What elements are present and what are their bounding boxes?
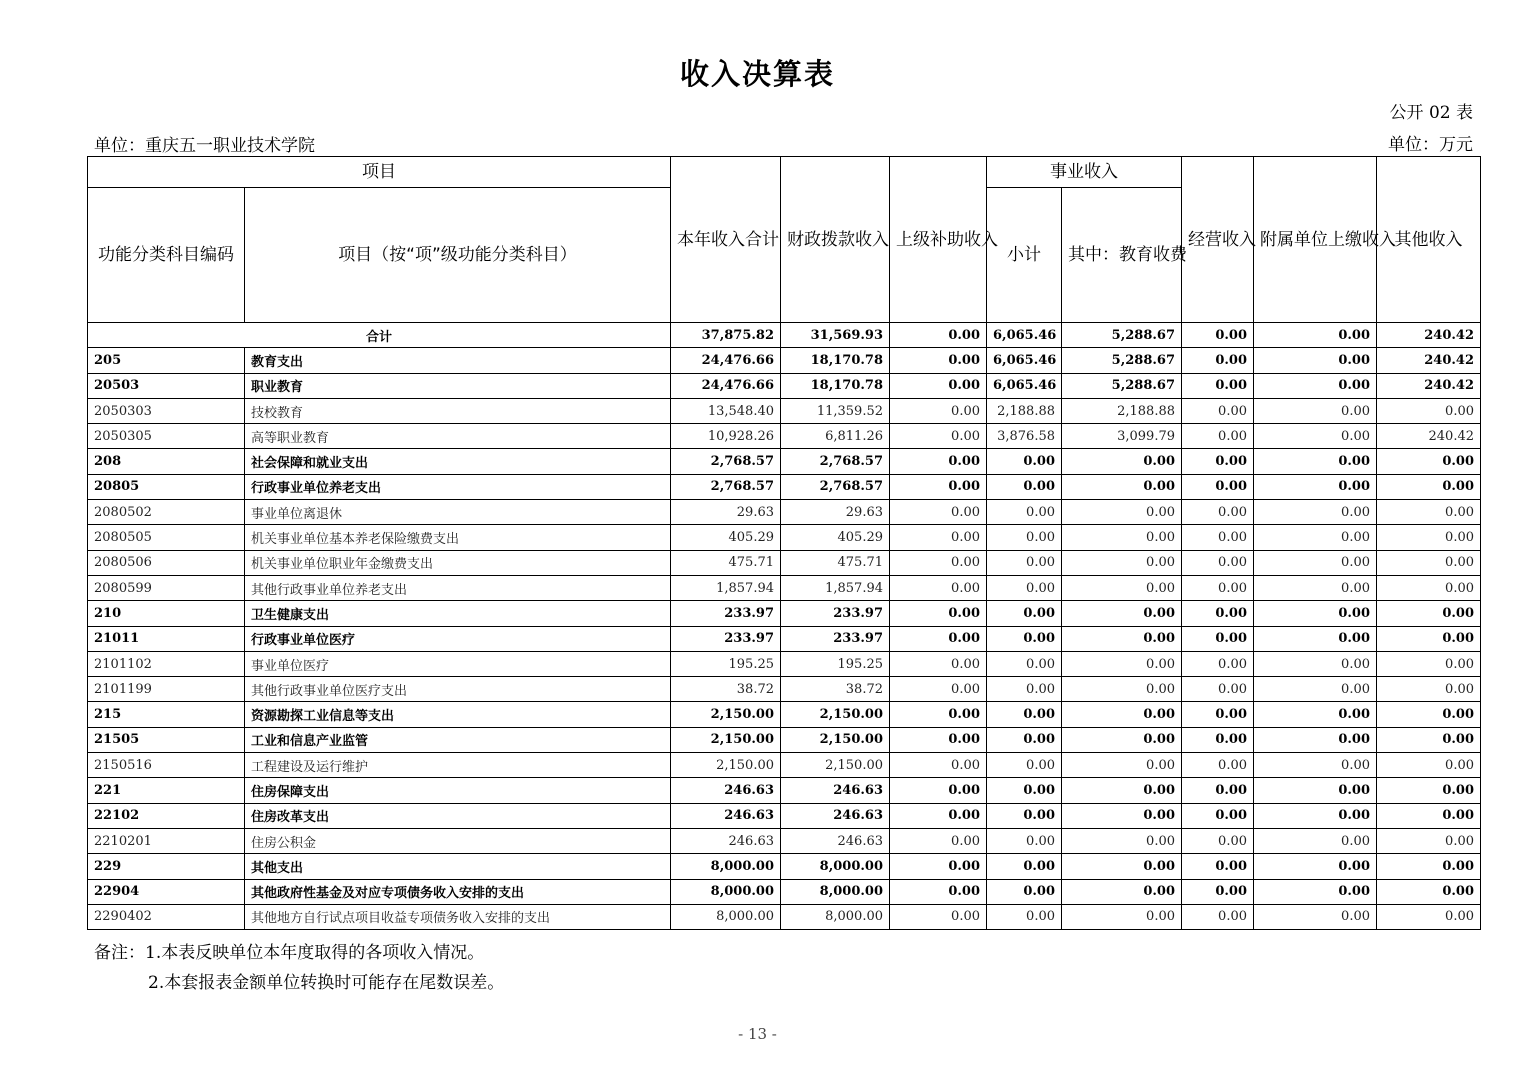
- table-row: [88, 424, 1481, 449]
- row-value: 0.00: [890, 500, 987, 525]
- row-value: 0.00: [1062, 474, 1182, 499]
- row-value: 0.00: [987, 879, 1062, 904]
- table-row: [88, 879, 1481, 904]
- header-operating: 经营收入: [1182, 157, 1254, 323]
- row-name: 工程建设及运行维护: [245, 753, 671, 778]
- row-value: 0.00: [1254, 677, 1377, 702]
- table-row: [88, 449, 1481, 474]
- row-name: 资源勘探工业信息等支出: [245, 702, 671, 727]
- table-row: [88, 323, 1481, 348]
- row-value: 0.00: [1254, 373, 1377, 398]
- row-code: 205: [88, 348, 245, 373]
- table-row: [88, 778, 1481, 803]
- row-value: 3,099.79: [1062, 424, 1182, 449]
- row-value: 0.00: [1182, 626, 1254, 651]
- row-value: 0.00: [1062, 601, 1182, 626]
- row-value: 8,000.00: [781, 879, 890, 904]
- row-code: 2101199: [88, 677, 245, 702]
- row-value: 2,150.00: [671, 702, 781, 727]
- row-value: 0.00: [1254, 500, 1377, 525]
- row-value: 0.00: [1377, 550, 1481, 575]
- row-value: 6,065.46: [987, 373, 1062, 398]
- row-value: 2,188.88: [987, 398, 1062, 423]
- header-subtotal: 小计: [987, 188, 1062, 323]
- row-value: 0.00: [1182, 500, 1254, 525]
- row-value: 0.00: [890, 879, 987, 904]
- row-value: 475.71: [781, 550, 890, 575]
- row-value: 0.00: [1377, 474, 1481, 499]
- row-value: 0.00: [1377, 727, 1481, 752]
- row-value: 0.00: [890, 702, 987, 727]
- row-value: 0.00: [890, 778, 987, 803]
- row-name: 社会保障和就业支出: [245, 449, 671, 474]
- row-value: 2,768.57: [671, 474, 781, 499]
- row-value: 0.00: [1182, 854, 1254, 879]
- row-value: 240.42: [1377, 348, 1481, 373]
- row-value: 0.00: [1254, 753, 1377, 778]
- row-value: 0.00: [1062, 500, 1182, 525]
- row-value: 0.00: [1182, 398, 1254, 423]
- table-row: [88, 373, 1481, 398]
- row-name: 其他支出: [245, 854, 671, 879]
- row-value: 0.00: [890, 828, 987, 853]
- row-value: 0.00: [1254, 879, 1377, 904]
- row-value: 0.00: [1062, 525, 1182, 550]
- row-value: 233.97: [781, 601, 890, 626]
- table-row: [88, 474, 1481, 499]
- row-code: 20805: [88, 474, 245, 499]
- row-value: 0.00: [1377, 398, 1481, 423]
- row-value: 0.00: [1062, 778, 1182, 803]
- row-value: 0.00: [1062, 449, 1182, 474]
- row-value: 0.00: [1254, 398, 1377, 423]
- row-code: 221: [88, 778, 245, 803]
- row-value: 0.00: [1062, 677, 1182, 702]
- row-code: 2080599: [88, 575, 245, 600]
- row-code: 229: [88, 854, 245, 879]
- row-value: 1,857.94: [671, 575, 781, 600]
- row-value: 0.00: [1377, 778, 1481, 803]
- row-value: 0.00: [890, 474, 987, 499]
- row-value: 0.00: [890, 525, 987, 550]
- row-code: 21505: [88, 727, 245, 752]
- row-value: 0.00: [1254, 904, 1377, 929]
- table-row: [88, 753, 1481, 778]
- row-value: 246.63: [781, 803, 890, 828]
- table-row: [88, 803, 1481, 828]
- row-value: 0.00: [1254, 601, 1377, 626]
- row-value: 246.63: [781, 778, 890, 803]
- row-name: 职业教育: [245, 373, 671, 398]
- row-value: 0.00: [987, 854, 1062, 879]
- row-value: 0.00: [1254, 828, 1377, 853]
- row-name: 机关事业单位职业年金缴费支出: [245, 550, 671, 575]
- row-value: 2,150.00: [781, 727, 890, 752]
- row-name: 其他地方自行试点项目收益专项债务收入安排的支出: [245, 904, 671, 929]
- row-value: 0.00: [1062, 651, 1182, 676]
- header-project: 项目: [88, 157, 671, 188]
- row-value: 0.00: [1182, 904, 1254, 929]
- row-value: 0.00: [890, 651, 987, 676]
- row-value: 0.00: [1062, 803, 1182, 828]
- row-value: 0.00: [1254, 727, 1377, 752]
- row-value: 0.00: [1377, 525, 1481, 550]
- income-statement-table: [87, 156, 1481, 930]
- header-superior: 上级补助收入: [890, 157, 987, 323]
- row-value: 0.00: [1062, 828, 1182, 853]
- row-value: 6,065.46: [987, 348, 1062, 373]
- row-name: 住房保障支出: [245, 778, 671, 803]
- row-value: 0.00: [1182, 525, 1254, 550]
- table-row: [88, 398, 1481, 423]
- row-value: 246.63: [671, 803, 781, 828]
- row-value: 0.00: [1254, 449, 1377, 474]
- row-value: 29.63: [781, 500, 890, 525]
- row-value: 0.00: [987, 601, 1062, 626]
- row-name: 机关事业单位基本养老保险缴费支出: [245, 525, 671, 550]
- currency-unit: 单位：万元: [1388, 135, 1473, 155]
- row-value: 0.00: [1377, 601, 1481, 626]
- row-name: 行政事业单位养老支出: [245, 474, 671, 499]
- row-value: 5,288.67: [1062, 323, 1182, 348]
- row-code: 208: [88, 449, 245, 474]
- header-code: 功能分类科目编码: [88, 188, 245, 323]
- row-value: 0.00: [1062, 904, 1182, 929]
- row-value: 0.00: [890, 424, 987, 449]
- form-number: 公开 02 表: [1389, 103, 1473, 123]
- row-code: 2210201: [88, 828, 245, 853]
- row-value: 6,811.26: [781, 424, 890, 449]
- row-value: 0.00: [1254, 651, 1377, 676]
- row-value: 246.63: [671, 828, 781, 853]
- row-value: 405.29: [781, 525, 890, 550]
- row-value: 0.00: [1182, 803, 1254, 828]
- row-value: 8,000.00: [671, 879, 781, 904]
- row-value: 195.25: [781, 651, 890, 676]
- row-value: 0.00: [890, 854, 987, 879]
- row-value: 0.00: [1254, 323, 1377, 348]
- row-value: 2,768.57: [781, 474, 890, 499]
- row-value: 2,768.57: [781, 449, 890, 474]
- row-value: 24,476.66: [671, 348, 781, 373]
- row-value: 0.00: [987, 449, 1062, 474]
- row-code: 2050305: [88, 424, 245, 449]
- row-code: 215: [88, 702, 245, 727]
- row-value: 0.00: [1254, 348, 1377, 373]
- reporting-unit: 单位：重庆五一职业技术学院: [94, 136, 315, 156]
- row-value: 8,000.00: [671, 904, 781, 929]
- row-value: 0.00: [1377, 702, 1481, 727]
- row-value: 240.42: [1377, 323, 1481, 348]
- row-value: 0.00: [1182, 449, 1254, 474]
- row-code: 2080502: [88, 500, 245, 525]
- row-value: 18,170.78: [781, 373, 890, 398]
- header-affiliated: 附属单位上缴收入: [1254, 157, 1377, 323]
- row-value: 0.00: [987, 904, 1062, 929]
- row-value: 18,170.78: [781, 348, 890, 373]
- row-value: 475.71: [671, 550, 781, 575]
- row-value: 0.00: [1254, 525, 1377, 550]
- row-value: 0.00: [890, 323, 987, 348]
- header-item: 项目（按“项”级功能分类科目）: [245, 188, 671, 323]
- row-value: 0.00: [890, 904, 987, 929]
- header-other: 其他收入: [1377, 157, 1481, 323]
- table-row: [88, 828, 1481, 853]
- header-business: 事业收入: [987, 157, 1182, 188]
- row-value: 246.63: [671, 778, 781, 803]
- row-value: 0.00: [987, 626, 1062, 651]
- row-value: 0.00: [890, 803, 987, 828]
- table-row: [88, 854, 1481, 879]
- row-value: 246.63: [781, 828, 890, 853]
- row-value: 0.00: [1254, 550, 1377, 575]
- row-code: 22904: [88, 879, 245, 904]
- row-value: 0.00: [1182, 778, 1254, 803]
- row-value: 2,188.88: [1062, 398, 1182, 423]
- row-value: 195.25: [671, 651, 781, 676]
- row-value: 0.00: [987, 500, 1062, 525]
- row-value: 0.00: [1182, 373, 1254, 398]
- table-row: [88, 500, 1481, 525]
- table-row: [88, 626, 1481, 651]
- row-value: 6,065.46: [987, 323, 1062, 348]
- row-value: 0.00: [987, 778, 1062, 803]
- row-value: 0.00: [890, 575, 987, 600]
- row-value: 0.00: [1254, 702, 1377, 727]
- row-value: 0.00: [1377, 651, 1481, 676]
- row-code: 2150516: [88, 753, 245, 778]
- row-code: 210: [88, 601, 245, 626]
- row-value: 0.00: [1377, 677, 1481, 702]
- row-name: 住房改革支出: [245, 803, 671, 828]
- row-value: 31,569.93: [781, 323, 890, 348]
- note-line-1: 备注：1.本表反映单位本年度取得的各项收入情况。: [94, 943, 485, 963]
- row-value: 1,857.94: [781, 575, 890, 600]
- row-code: 20503: [88, 373, 245, 398]
- row-name: 其他政府性基金及对应专项债务收入安排的支出: [245, 879, 671, 904]
- row-value: 0.00: [1377, 803, 1481, 828]
- row-value: 38.72: [671, 677, 781, 702]
- page-title: 收入决算表: [679, 57, 835, 91]
- row-value: 0.00: [1182, 348, 1254, 373]
- row-value: 240.42: [1377, 424, 1481, 449]
- row-value: 0.00: [1377, 753, 1481, 778]
- row-value: 0.00: [1182, 727, 1254, 752]
- row-name: 技校教育: [245, 398, 671, 423]
- table-row: [88, 904, 1481, 929]
- table-row: [88, 601, 1481, 626]
- row-value: 0.00: [1182, 651, 1254, 676]
- row-code: 2080506: [88, 550, 245, 575]
- row-value: 0.00: [987, 677, 1062, 702]
- row-value: 0.00: [1182, 474, 1254, 499]
- row-value: 5,288.67: [1062, 373, 1182, 398]
- row-value: 5,288.67: [1062, 348, 1182, 373]
- row-name: 合计: [88, 323, 671, 348]
- row-value: 0.00: [1377, 449, 1481, 474]
- row-value: 0.00: [1254, 803, 1377, 828]
- header-total: 本年收入合计: [671, 157, 781, 323]
- row-value: 0.00: [987, 702, 1062, 727]
- row-value: 0.00: [890, 601, 987, 626]
- row-value: 0.00: [1062, 702, 1182, 727]
- row-value: 0.00: [890, 727, 987, 752]
- row-value: 0.00: [1062, 727, 1182, 752]
- row-value: 0.00: [987, 575, 1062, 600]
- row-value: 2,150.00: [671, 753, 781, 778]
- row-value: 233.97: [781, 626, 890, 651]
- row-value: 10,928.26: [671, 424, 781, 449]
- row-name: 工业和信息产业监管: [245, 727, 671, 752]
- row-value: 8,000.00: [671, 854, 781, 879]
- table-row: [88, 677, 1481, 702]
- row-code: 2050303: [88, 398, 245, 423]
- row-code: 2290402: [88, 904, 245, 929]
- row-value: 0.00: [1377, 879, 1481, 904]
- row-value: 0.00: [1062, 575, 1182, 600]
- row-value: 0.00: [1254, 778, 1377, 803]
- table-row: [88, 575, 1481, 600]
- row-value: 0.00: [1062, 626, 1182, 651]
- row-value: 0.00: [987, 525, 1062, 550]
- row-value: 0.00: [890, 550, 987, 575]
- row-value: 0.00: [1062, 879, 1182, 904]
- row-value: 0.00: [1254, 474, 1377, 499]
- row-value: 8,000.00: [781, 904, 890, 929]
- row-value: 11,359.52: [781, 398, 890, 423]
- row-code: 2101102: [88, 651, 245, 676]
- row-value: 0.00: [1377, 904, 1481, 929]
- row-name: 事业单位医疗: [245, 651, 671, 676]
- row-name: 事业单位离退休: [245, 500, 671, 525]
- row-value: 0.00: [1182, 550, 1254, 575]
- row-value: 0.00: [1062, 550, 1182, 575]
- row-value: 38.72: [781, 677, 890, 702]
- row-value: 233.97: [671, 626, 781, 651]
- row-name: 其他行政事业单位医疗支出: [245, 677, 671, 702]
- row-value: 29.63: [671, 500, 781, 525]
- row-value: 0.00: [890, 398, 987, 423]
- row-value: 0.00: [1377, 500, 1481, 525]
- row-value: 24,476.66: [671, 373, 781, 398]
- row-value: 0.00: [1182, 677, 1254, 702]
- row-name: 高等职业教育: [245, 424, 671, 449]
- row-name: 教育支出: [245, 348, 671, 373]
- row-value: 0.00: [1182, 424, 1254, 449]
- row-value: 0.00: [1254, 626, 1377, 651]
- row-value: 0.00: [890, 348, 987, 373]
- row-value: 0.00: [987, 753, 1062, 778]
- table-row: [88, 727, 1481, 752]
- row-value: 0.00: [1377, 828, 1481, 853]
- note-line-2: 2.本套报表金额单位转换时可能存在尾数误差。: [148, 973, 505, 993]
- row-value: 0.00: [1182, 702, 1254, 727]
- row-value: 0.00: [1182, 828, 1254, 853]
- row-value: 0.00: [1254, 575, 1377, 600]
- row-value: 0.00: [1182, 879, 1254, 904]
- row-value: 0.00: [1377, 854, 1481, 879]
- row-value: 0.00: [1182, 601, 1254, 626]
- row-value: 3,876.58: [987, 424, 1062, 449]
- row-value: 8,000.00: [781, 854, 890, 879]
- row-name: 卫生健康支出: [245, 601, 671, 626]
- row-value: 0.00: [1254, 424, 1377, 449]
- row-value: 0.00: [1182, 575, 1254, 600]
- row-value: 0.00: [890, 753, 987, 778]
- row-value: 2,768.57: [671, 449, 781, 474]
- row-value: 37,875.82: [671, 323, 781, 348]
- row-value: 13,548.40: [671, 398, 781, 423]
- row-value: 0.00: [890, 373, 987, 398]
- row-name: 住房公积金: [245, 828, 671, 853]
- row-value: 0.00: [890, 626, 987, 651]
- row-value: 2,150.00: [781, 702, 890, 727]
- row-value: 0.00: [1254, 854, 1377, 879]
- page-number: - 13 -: [738, 1025, 777, 1043]
- row-value: 0.00: [987, 651, 1062, 676]
- row-value: 0.00: [890, 677, 987, 702]
- row-value: 0.00: [987, 550, 1062, 575]
- row-name: 行政事业单位医疗: [245, 626, 671, 651]
- row-value: 0.00: [987, 828, 1062, 853]
- row-value: 233.97: [671, 601, 781, 626]
- row-value: 0.00: [1062, 753, 1182, 778]
- table-row: [88, 702, 1481, 727]
- header-edu-fee: 其中：教育收费: [1062, 188, 1182, 323]
- row-value: 0.00: [987, 803, 1062, 828]
- row-value: 2,150.00: [671, 727, 781, 752]
- row-value: 0.00: [1062, 854, 1182, 879]
- row-code: 2080505: [88, 525, 245, 550]
- row-value: 0.00: [890, 449, 987, 474]
- table-row: [88, 348, 1481, 373]
- row-value: 2,150.00: [781, 753, 890, 778]
- row-name: 其他行政事业单位养老支出: [245, 575, 671, 600]
- row-value: 0.00: [1182, 753, 1254, 778]
- table-row: [88, 651, 1481, 676]
- notes: [94, 938, 504, 998]
- row-code: 22102: [88, 803, 245, 828]
- table-row: [88, 550, 1481, 575]
- header-fiscal: 财政拨款收入: [781, 157, 890, 323]
- row-value: 240.42: [1377, 373, 1481, 398]
- table-row: [88, 525, 1481, 550]
- row-value: 0.00: [987, 727, 1062, 752]
- row-code: 21011: [88, 626, 245, 651]
- row-value: 0.00: [1182, 323, 1254, 348]
- row-value: 0.00: [1377, 626, 1481, 651]
- row-value: 405.29: [671, 525, 781, 550]
- row-value: 0.00: [1377, 575, 1481, 600]
- row-value: 0.00: [987, 474, 1062, 499]
